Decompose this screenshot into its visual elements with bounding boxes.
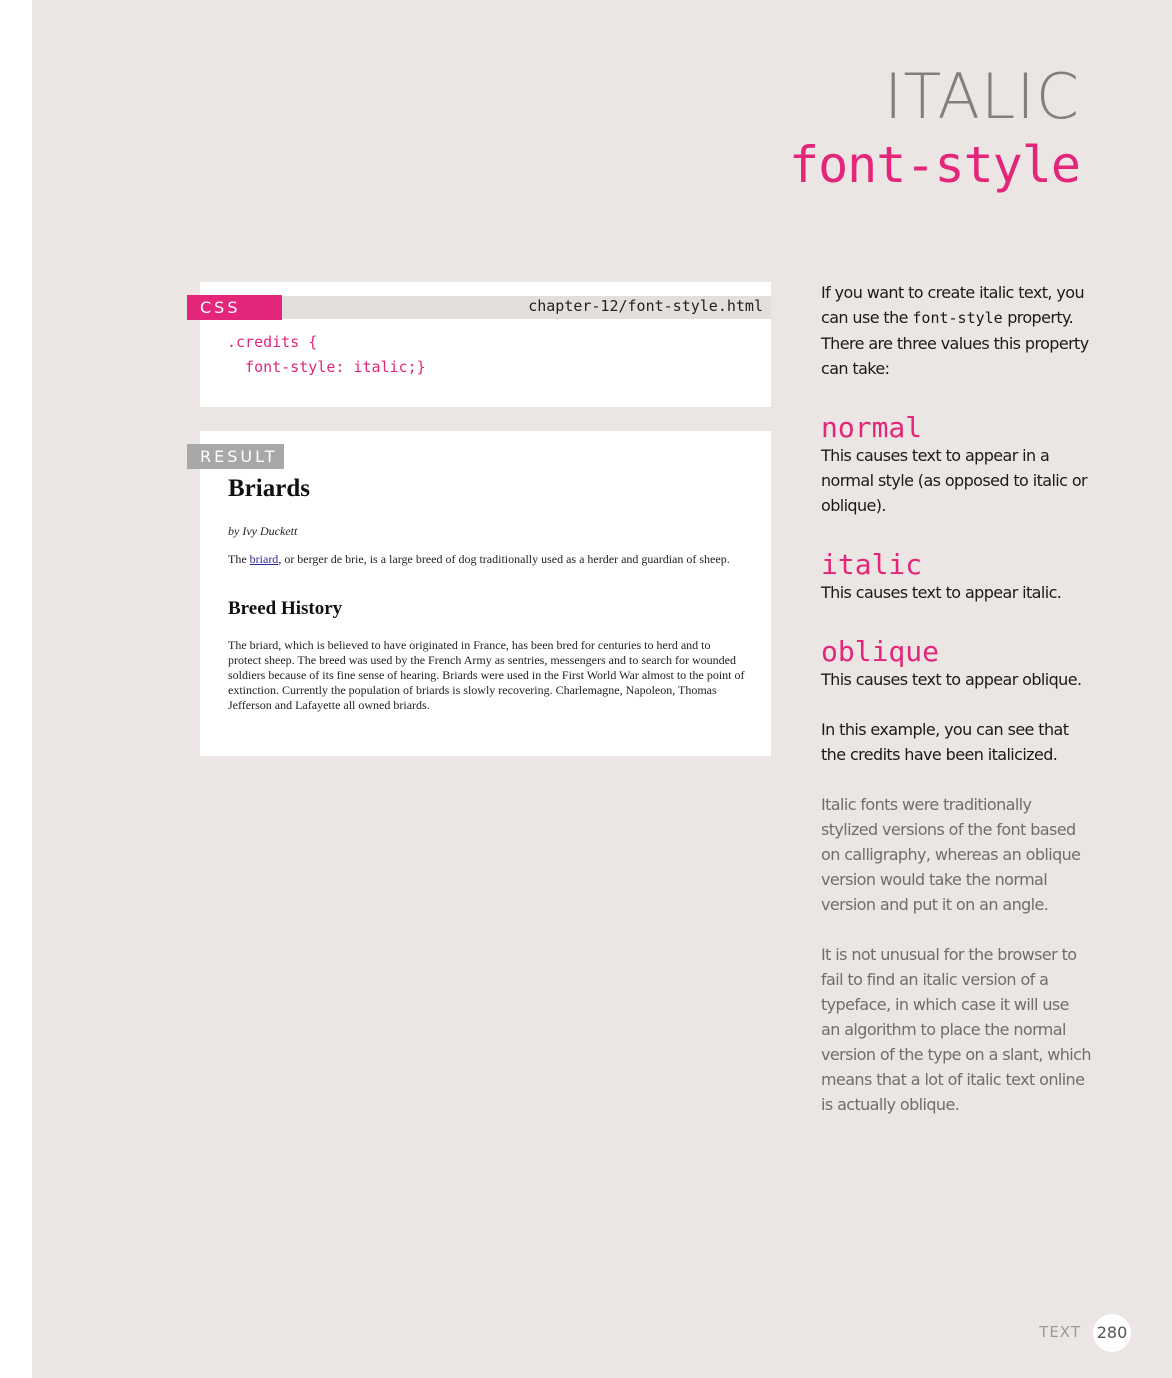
value-description-oblique: This causes text to appear oblique. [821, 670, 1082, 689]
book-page [32, 0, 1172, 1378]
value-description-normal: This causes text to appear in a normal style (as opposed to italic or oblique). [821, 446, 1087, 515]
sidebar-intro [821, 280, 1091, 381]
result-paragraph-intro-start: The [228, 552, 250, 566]
result-tag: RESULT [187, 444, 284, 469]
result-paragraph-intro [228, 552, 748, 567]
page-number: 280 [1093, 1314, 1131, 1352]
sidebar-intro-code: font-style [912, 309, 1003, 327]
example-note: In this example, you can see that the credits have been italicized. [821, 720, 1069, 764]
css-tag: CSS [187, 295, 282, 320]
result-paragraph-history: The briard, which is believed to have originated in France, has been bred for centuries to herd and to protect sheep. The breed was used by the French Army as sentries, messengers and to search for wounded soldiers because of its fine sense of hearing. Briards were used in the First World War almost to the point of extinction. Currently the population of briards is slowly recovering. Charlemagne, Napoleon, Thomas Jefferson and Lafayette all owned briards. [228, 638, 745, 712]
value-name-normal: normal [821, 411, 923, 444]
footer-section-label: TEXT [1039, 1323, 1081, 1341]
css-code-panel [200, 282, 771, 407]
briard-link[interactable]: briard [249, 552, 279, 566]
code-filename: chapter-12/font-style.html [528, 297, 763, 315]
result-heading: Briards [228, 475, 310, 502]
value-name-oblique: oblique [821, 635, 940, 668]
result-subheading: Breed History [228, 598, 343, 619]
page-subtitle: font-style [788, 136, 1080, 194]
result-byline: by Ivy Duckett [228, 524, 298, 538]
oblique-fallback-note: It is not unusual for the browser to fail to find an italic version of a typeface, in which case it will use an algorithm to place the normal version of the type on a slant, which means that a lot of italic text online is actually oblique. [821, 945, 1091, 1114]
css-panel-header [200, 296, 771, 319]
page-title: ITALIC [884, 60, 1080, 133]
sidebar-intro-end: property. There are three values this property can take: [821, 308, 1089, 378]
italic-history-note: Italic fonts were traditionally stylized versions of the font based on calligraphy, whereas an oblique version would take the normal version and put it on an angle. [821, 795, 1081, 914]
value-description-italic: This causes text to appear italic. [821, 583, 1062, 602]
css-code-block: .credits { font-style: italic;} [227, 333, 426, 376]
value-name-italic: italic [821, 548, 923, 581]
result-panel [200, 431, 771, 756]
result-paragraph-intro-end: , or berger de brie, is a large breed of dog traditionally used as a herder and guardian of sheep. [278, 552, 730, 566]
sidebar-intro-start: If you want to create italic text, you can use the [821, 283, 1084, 327]
sidebar-explanation [821, 280, 1091, 1117]
